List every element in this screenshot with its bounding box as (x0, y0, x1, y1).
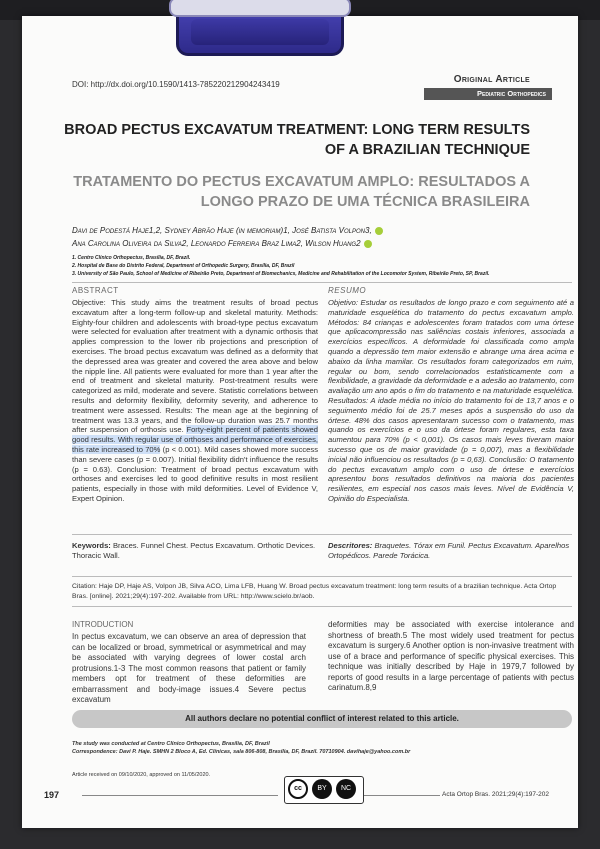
cc-icon: cc (288, 779, 308, 799)
divider (72, 282, 572, 283)
section-badge: Pediatric Orthopedics (424, 88, 552, 100)
keywords: Keywords: Braces. Funnel Chest. Pectus Excavatum. Orthotic Devices. Thoracic Wall. (72, 541, 316, 560)
clipboard-clip (176, 0, 344, 56)
divider (72, 534, 572, 535)
citation: Citation: Haje DP, Haje AS, Volpon JB, Silva ACO, Lima LFB, Huang W. Broad pectus excavatum treatment: long term results of a brazilian technique. Acta Ortop Bras. [online]. 2021;29(4):197-202. Available from URL: http://www.scielo.br/aob. (72, 583, 557, 600)
highlighted-text: Forty-eight percent of patients showed good results. With regular use of orthoses and performance of exercises, this rate increased to 70% (72, 425, 318, 454)
authors-line-1: Davi de Podestá Haje1,2, Sydney Abrão Haje (in memoriam)1, José Batista Volpon3, (72, 224, 552, 237)
title-english: BROAD PECTUS EXCAVATUM TREATMENT: LONG TERM RESULTS OF A BRAZILIAN TECHNIQUE (64, 122, 530, 158)
resumo-heading: RESUMO (328, 286, 367, 295)
article-type: Original Article (453, 74, 530, 85)
affiliation-2: 2. Hospital de Base do Distrito Federal, Department of Orthopedic Surgery, Brasília, DF, Brazil (72, 263, 295, 269)
divider (72, 576, 572, 577)
resumo-text: Objetivo: Estudar os resultados de longo prazo e com seguimento até a maturidade esquelética do tratamento do pectus excavatum amplo. Métodos: 84 crianças e adolescentes foram tratados com uma órtese que aplicacompressão nas saliências costais inferiores, associada a exercícios específicos. A deformidade foi classificada como ampla quando a depressão tem maior extensão e abrange uma área acima e abaixo da linha mamilar. Os resultados foram categorizados em ruim, regular ou bom, sendo correlacionados estatisticamente com a flexibilidade, a gravidade da deformidade e a adesão ao tratamento, com avaliação um ano após o fim do tratamento e na maturidade esquelética. Resultados: A idade média no início do tratamento foi de 13,7 anos e o seguimento médio foi de 25.7 meses após a suspensão do uso da órtese. 48% dos casos apresentaram sucesso com o tratamento, mas quando os exercícios e o uso da órtese foram regulares, esta taxa aumentou para 70% (p < 0,001). Os casos mais leves tiveram maior sucesso que os de maior gravidade (p = 0,007), mas a flexibilidade inicial não influenciou os resultados (p = 0,63). Conclusão: O tratamento do pectus excavatum amplo com o uso de órtese e exercícios apresentou bons resultados definitivos na maioria dos pacientes resilientes, em especial nos casos mais leves. Nível de Evidência V, Opinião do Especialista. (328, 298, 574, 503)
nc-icon: NC (336, 779, 356, 799)
authors-line-2: Ana Carolina Oliveira da Silva2, Leonardo Ferreira Braz Lima2, Wilson Huang2 (72, 237, 552, 250)
footer-rule (364, 795, 440, 796)
introduction-right: deformities may be associated with exercise intolerance and shortness of breath.5 The most widely used treatment for pectus excavatum is surgery.6 Another option is non-invasive treatment with use of a brace and performance of specific physical exercises. This technique was initially described by Haje in 1979,7 followed by reports of good results in a large percentage of patients with pectus carinatum.8,9 (328, 620, 574, 692)
introduction-heading: INTRODUCTION (72, 620, 134, 629)
doi-link[interactable]: DOI: http://dx.doi.org/10.1590/1413-785220212904243419 (72, 80, 280, 89)
study-notes (72, 740, 572, 756)
document-page (22, 16, 578, 828)
page-number: 197 (44, 790, 60, 800)
by-icon: BY (312, 779, 332, 799)
introduction-left: In pectus excavatum, we can observe an area of depression that can be localized or broad, symmetrical or asymmetrical and may be associated with varying degrees of lower costal arch protrusions.1-3 The most common reasons that patient or family members opt for treatment of these deformities are embarrassment and body-image issues.4 Severe pectus excavatum (72, 632, 306, 704)
abstract-text: Objective: This study aims the treatment results of broad pectus excavatum after a long-term follow-up and skeletal maturity. Methods: Eighty-four children and adolescents with broad-type pectus excavatum were selected for evaluation after treatment with a dynamic orthosis that applies compression to the lower rib projections and prescription of exercises. The broad pectus excavatum was defined as a deformity that the depressed area was greater and covered the area above and below the nipple line. All patients were evaluated for more than 1 year after the end of treatment and skeletal maturity. Post-treatment results were categorized as mild, moderate and severe. Statistic correlations between results and deformity flexibility, deformity severity, and adherence to treatment were assessed. Results: The mean age at the beginning of treatment was 13.3 years, and the follow-up duration was 25.7 months after suspension of orthosis use. Forty-eight percent of patients showed good results. With regular use of orthoses and performance of exercises, this rate increased to 70% (p < 0.001). Mild cases showed more success than severe cases (p = 0.007). Initial flexibility didn't influence the results (p = 0.63). Conclusion: Treatment of broad pectus excavatum with orthoses and exercises led to good definitive results in most resilient patients, especially in those with mild deformities. Level of Evidence V, Expert Opinion. (72, 298, 318, 503)
journal-ref: Acta Ortop Bras. 2021;29(4):197-202 (442, 791, 549, 798)
conflict-banner: All authors declare no potential conflict of interest related to this article. (72, 710, 572, 728)
footer-rule (82, 795, 278, 796)
orcid-icon[interactable] (375, 227, 383, 235)
abstract-heading: ABSTRACT (72, 286, 119, 295)
authors (72, 224, 552, 250)
correspondence: Correspondence: Davi P. Haje. SMHN 2 Bloco A, Ed. Clínicas, sala 806-808, Brasília, DF, Brazil. 70710904. davihaje@yahoo.com.br (72, 749, 411, 755)
affiliation-3: 3. University of São Paulo, School of Medicine of Ribeirão Preto, Department of Biomechanics, Medicine and Rehabilitation of the Locomotor System, Ribeirão Preto, SP, Brazil. (72, 271, 490, 277)
title-portuguese: TRATAMENTO DO PECTUS EXCAVATUM AMPLO: RESULTADOS A LONGO PRAZO DE UMA TÉCNICA BRASILEIRA (73, 174, 530, 210)
divider (72, 606, 572, 607)
received-date: Article received on 09/10/2020, approved on 11/05/2020. (72, 772, 211, 778)
study-location: The study was conducted at Centro Clínico Orthopectus, Brasília, DF, Brazil (72, 741, 270, 747)
affiliation-1: 1. Centro Clínico Orthopectus, Brasília, DF, Brazil. (72, 255, 191, 261)
orcid-icon[interactable] (364, 240, 372, 248)
affiliations (72, 254, 572, 278)
descritores: Descritores: Braquetes. Tórax em Funil. Pectus Excavatum. Aparelhos Ortopédicos. Parede Torácica. (328, 541, 570, 560)
